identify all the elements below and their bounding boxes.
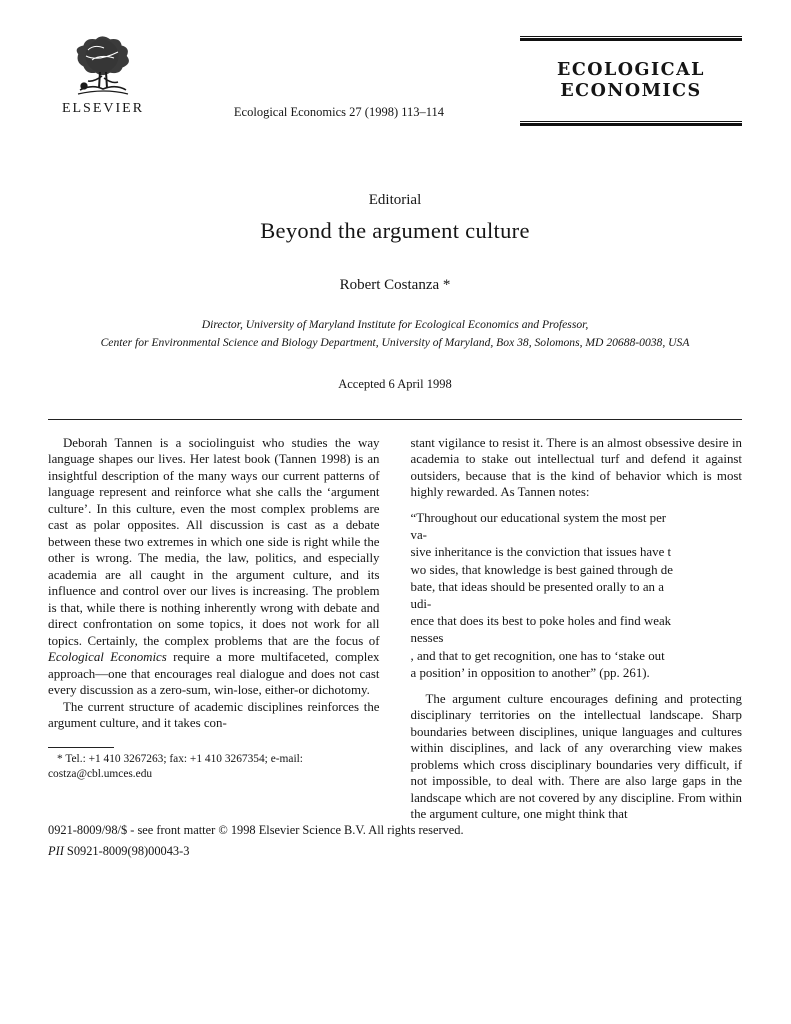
left-p1-text: Deborah Tannen is a sociolinguist who studies the way language shapes our lives. Her latest book (Tannen 1998) is an insightful description of the many ways our current patterns of language represent and reinforce what she calls the ‘argument culture’. In this culture, even the most complex problems are cast as polar opposites. All discussion is cast as a debate between these two extremes in which one side is right while the other is wrong. The media, the law, politics, and especially academia are all caught in the argument culture, and its influence and control over our lives is increasing. The problem is that, while there is nothing inherently wrong with debate and direct confrontation on some topics, it does not work for all topics. Certainly, the complex problems that are the focus of <box>48 435 380 648</box>
accepted-date: Accepted 6 April 1998 <box>338 376 452 391</box>
quote-line: ence that does its best to poke holes and find weak <box>410 614 672 629</box>
elsevier-logo <box>48 36 158 126</box>
left-column <box>48 435 380 823</box>
quote-line: va- <box>410 528 427 543</box>
header-divider-rule <box>48 419 742 420</box>
pii-line <box>48 841 464 862</box>
journal-citation: Ecological Economics 27 (1998) 113–114 <box>233 105 445 119</box>
page-footer <box>48 820 464 862</box>
pii-value: S0921-8009(98)00043-3 <box>63 844 190 858</box>
section-label: Editorial <box>368 192 422 208</box>
footnote-text: * Tel.: +1 410 3267263; fax: +1 410 3267354; e-mail: costza@cbl.umces.edu <box>48 752 303 781</box>
affiliation-line2: Center for Environmental Science and Biology Department, University of Maryland, Box 38, Solomons, MD 20688-0038, USA <box>100 335 690 349</box>
pii-label: PII <box>48 844 64 858</box>
article-body <box>48 435 742 823</box>
banner-top-rule <box>520 36 742 41</box>
quote-line: , and that to get recognition, one has to ‘stake out <box>410 648 665 663</box>
right-paragraph-2: The argument culture encourages defining and protecting disciplinary territories on the intellectual landscape. Sharp boundaries between disciplines, unique languages and cultures within disciplines, and lack of any overarching view makes problems which cross disciplinary boundaries very difficult, if not impossible, to deal with. There are also large gaps in the landscape which are not covered by any discipline. From within the argument culture, one might think that <box>410 691 742 822</box>
right-paragraph-1: stant vigilance to resist it. There is an almost obsessive desire in academia to stake out intellectual turf and defend it against outsiders, because that is the kind of behavior which is most highly rewarded. As Tannen notes: <box>410 435 742 500</box>
banner-bottom-rule <box>520 121 742 126</box>
quote-line: a position’ in opposition to another” (pp. 261). <box>410 665 650 680</box>
author-name: Robert Costanza * <box>339 277 451 293</box>
left-paragraph-2: The current structure of academic disciplines reinforces the argument culture, and it takes con- <box>48 699 380 731</box>
quote-line: udi- <box>410 596 432 611</box>
footnote-rule <box>48 747 114 748</box>
publisher-name: ELSEVIER <box>61 101 145 116</box>
copyright-line: 0921-8009/98/$ - see front matter © 1998 Elsevier Science B.V. All rights reserved. <box>48 823 464 837</box>
quote-line: nesses <box>410 631 444 646</box>
left-paragraph-1 <box>48 435 380 699</box>
block-quote <box>411 510 743 682</box>
left-p1-text-cont: require a more multifaceted, complex approach—one that encourages real dialogue and does not cast every discussion as a zero-sum, win-lose, either-or dichotomy. <box>48 650 380 698</box>
right-column <box>411 435 743 823</box>
citation-wrap <box>158 36 520 126</box>
journal-title-inline: Ecological Economics <box>48 650 167 665</box>
quote-line: sive inheritance is the conviction that issues have t <box>410 545 672 560</box>
quote-line: “Throughout our educational system the most per <box>410 510 667 525</box>
journal-banner <box>520 36 742 126</box>
quote-line: bate, that ideas should be presented orally to an a <box>410 579 664 594</box>
journal-name-line2: ECONOMICS <box>560 81 702 101</box>
footnote <box>48 747 380 783</box>
elsevier-tree-icon <box>64 36 142 100</box>
journal-name-line1: ECOLOGICAL <box>556 60 705 80</box>
journal-name <box>520 60 742 102</box>
author-affiliation <box>48 316 742 352</box>
affiliation-line1: Director, University of Maryland Institute for Ecological Economics and Professor, <box>201 318 589 331</box>
page-header <box>48 36 742 126</box>
quote-line: wo sides, that knowledge is best gained through de <box>410 562 673 577</box>
title-block <box>48 192 742 392</box>
article-title: Beyond the argument culture <box>260 218 530 243</box>
